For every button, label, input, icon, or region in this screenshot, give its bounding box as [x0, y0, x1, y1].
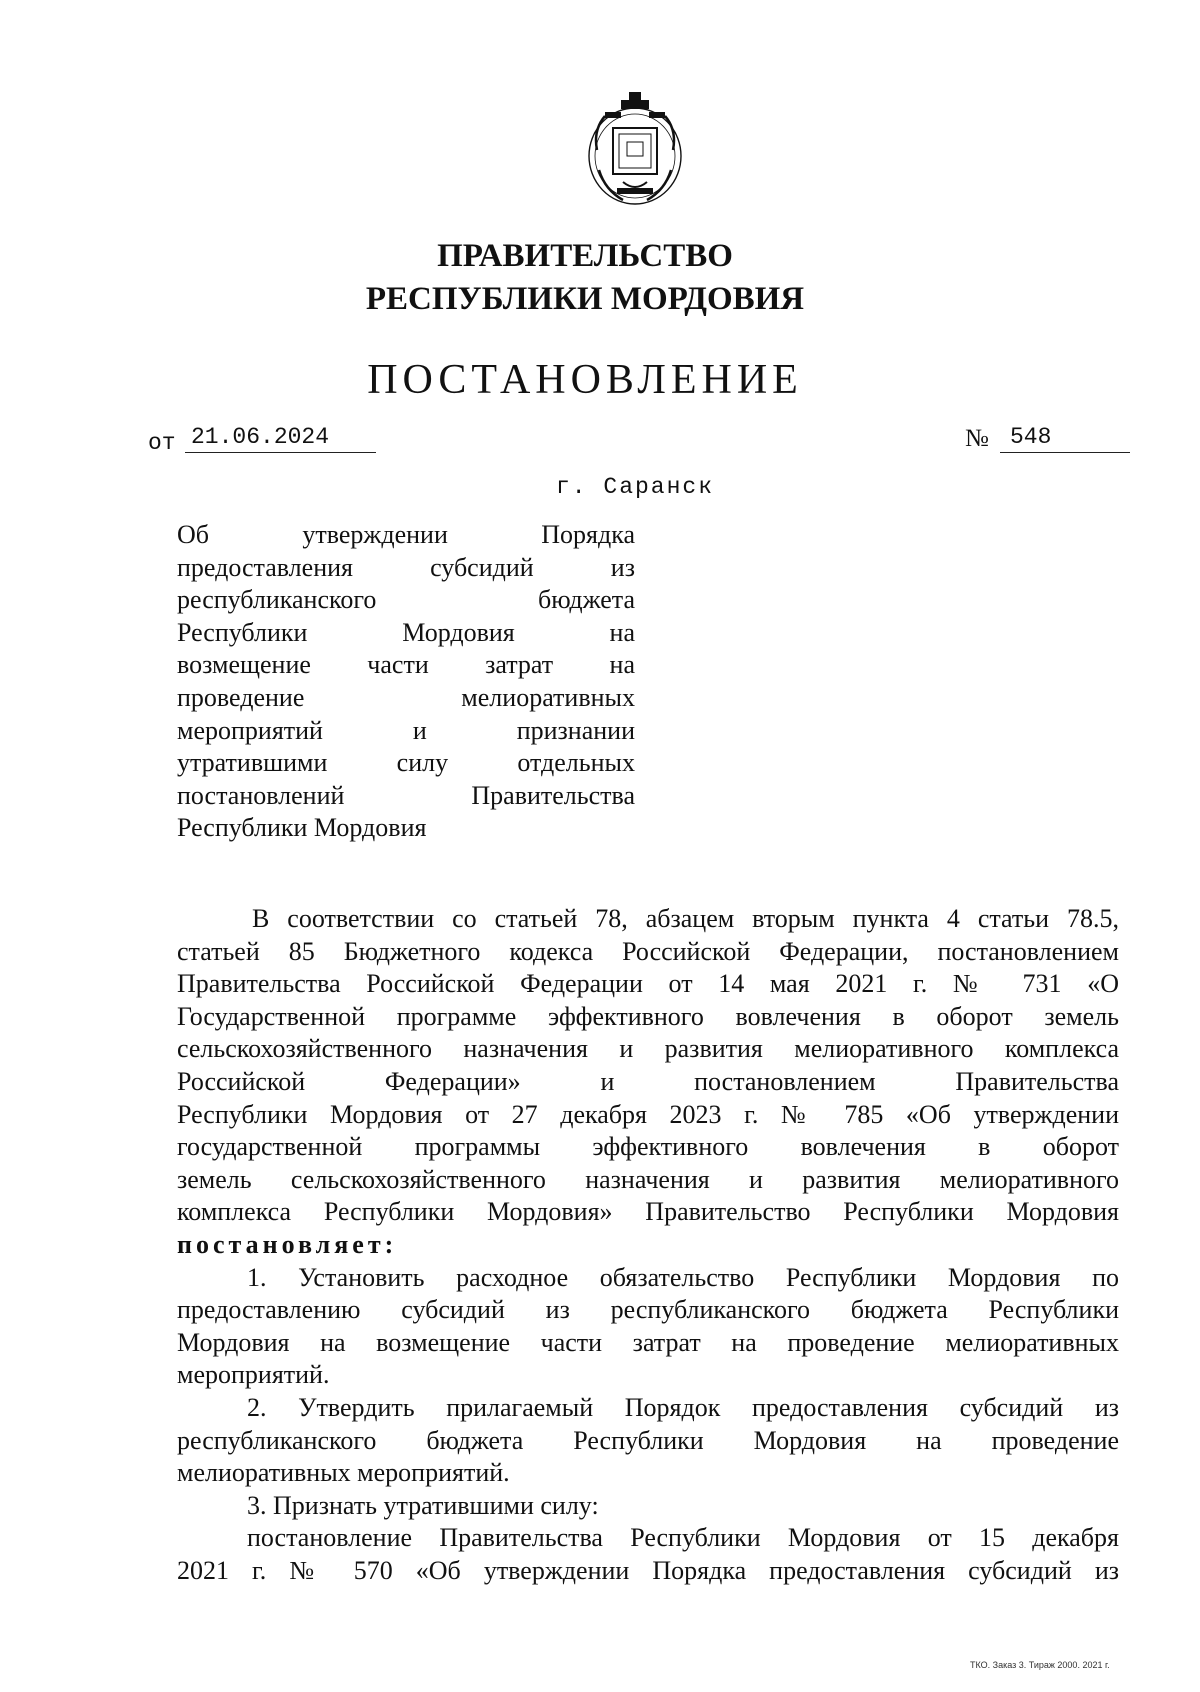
subject-line: Об утверждении Порядка — [177, 520, 635, 549]
government-title-line1: ПРАВИТЕЛЬСТВО — [437, 238, 733, 274]
item3-sub-line: 2021 г. № 570 «Об утверждении Порядка предоставления субсидий из — [177, 1555, 1119, 1585]
item1-line: предоставлению субсидий из республиканского бюджета Республики — [177, 1295, 1119, 1325]
subject-line: проведение мелиоративных — [177, 682, 635, 712]
item1-line: мероприятий. — [177, 1360, 330, 1390]
document-subject — [177, 519, 635, 845]
city: г. Саранск — [555, 474, 715, 500]
preamble-line: Российской Федерации» и постановлением Правительства — [177, 1066, 1119, 1096]
document-body — [177, 903, 1119, 1587]
subject-line: предоставления субсидий из — [177, 552, 635, 582]
item1-line: 1. Установить расходное обязательство Республики Мордовия по — [247, 1262, 1119, 1292]
subject-line: Республики Мордовия — [177, 813, 427, 843]
item3-sub-line: постановление Правительства Республики Мордовия от 15 декабря — [247, 1523, 1119, 1553]
number-label: № — [965, 425, 989, 452]
item2-line: республиканского бюджета Республики Мордовия на проведение — [177, 1425, 1119, 1455]
government-title-line2: РЕСПУБЛИКИ МОРДОВИЯ — [365, 281, 805, 317]
preamble-line: государственной программы эффективного вовлечения в оборот — [177, 1132, 1119, 1162]
item1-line: Мордовия на возмещение части затрат на проведение мелиоративных — [177, 1327, 1119, 1357]
document-date: 21.06.2024 — [185, 422, 376, 453]
print-footer: ТКО. Заказ 3. Тираж 2000. 2021 г. — [970, 1660, 1110, 1670]
preamble-line: комплекса Республики Мордовия» Правительство Республики Мордовия — [177, 1197, 1119, 1227]
subject-line: Республики Мордовия на — [177, 617, 635, 647]
preamble-line: В соответствии со статьей 78, абзацем вторым пункта 4 статьи 78.5, — [252, 904, 1119, 933]
item2-line: 2. Утвердить прилагаемый Порядок предоставления субсидий из — [247, 1392, 1119, 1422]
document-number: 548 — [1000, 422, 1130, 453]
item3-line: 3. Признать утратившими силу: — [247, 1490, 599, 1520]
subject-line: возмещение части затрат на — [177, 650, 635, 680]
preamble-line: Правительства Российской Федерации от 14 мая 2021 г. № 731 «О — [177, 969, 1119, 999]
preamble-line: статьей 85 Бюджетного кодекса Российской Федерации, постановлением — [177, 936, 1119, 966]
subject-line: мероприятий и признании — [177, 715, 635, 745]
subject-line: республиканского бюджета — [177, 585, 635, 615]
preamble-line: Республики Мордовия от 27 декабря 2023 г. № 785 «Об утверждении — [177, 1099, 1119, 1129]
decree-word: постановляет: — [177, 1229, 398, 1259]
coat-of-arms-emblem — [583, 90, 687, 210]
date-label: от — [148, 430, 176, 456]
subject-line: постановлений Правительства — [177, 780, 635, 810]
preamble-line: сельскохозяйственного назначения и развития мелиоративного комплекса — [177, 1034, 1119, 1064]
document-type: ПОСТАНОВЛЕНИЕ — [367, 357, 803, 403]
preamble-line: Государственной программе эффективного вовлечения в оборот земель — [177, 1001, 1119, 1031]
preamble-line: земель сельскохозяйственного назначения и развития мелиоративного — [177, 1164, 1119, 1194]
item2-line: мелиоративных мероприятий. — [177, 1458, 510, 1488]
government-title — [0, 235, 1170, 321]
subject-line: утратившими силу отдельных — [177, 748, 635, 778]
